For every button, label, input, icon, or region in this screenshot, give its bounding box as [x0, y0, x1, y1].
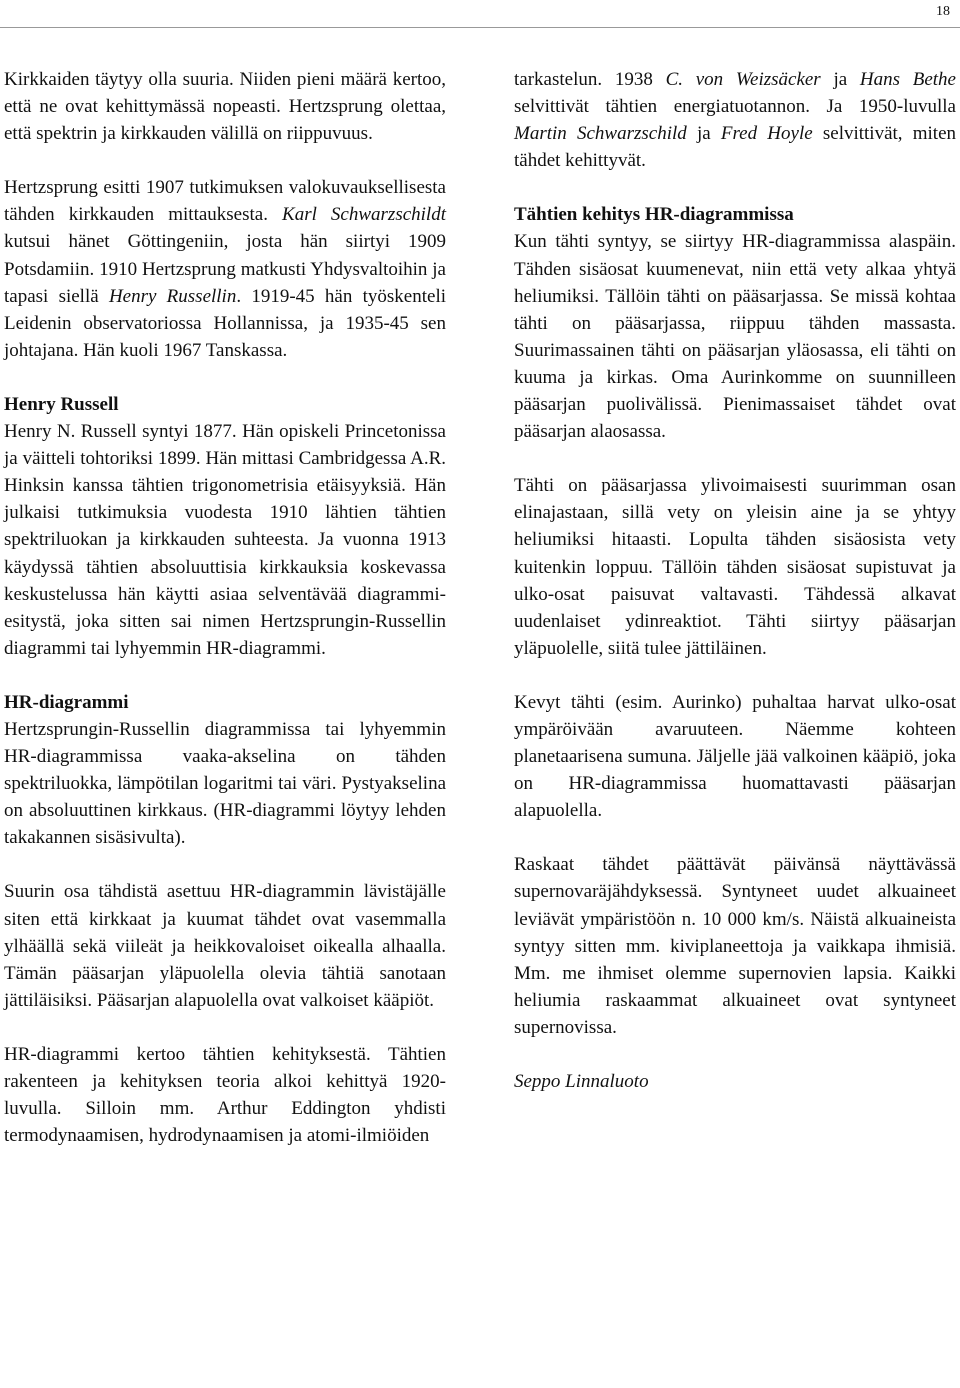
- paragraph: Henry N. Russell syntyi 1877. Hän opiskeli Princetonissa ja väitteli tohtoriksi 1899. Hän mittasi Cambridgessa A.R. Hinksin kanssa tähtien trigonometrisia etäisyyksiä. Hän julkaisi tutkimuksia vuodesta 1910 lähtien tähtien spektriluokan ja kirkkauden suhteesta. Ja vuonna 1913 käydyssä tähtien absoluuttisia kirkkauksia koskevassa keskustelussa hän käytti asiaa selventävää diagrammi-esitystä, joka sitten sai nimen Hertzsprungin-Russellin diagrammi tai lyhyemmin HR-diagrammi.: [4, 421, 446, 659]
- paragraph: Hertzsprungin-Russellin diagrammissa tai lyhyemmin HR-diagrammissa vaaka-akselina on tähden spektriluokka, lämpötilan logaritmi tai väri. Pystyakselina on absoluuttinen kirkkaus. (HR-diagrammi löytyy lehden takakannen sisäsivulta).: [4, 718, 446, 849]
- person-name: C. von Weizsäcker: [665, 69, 821, 90]
- paragraph: HR-diagrammi kertoo tähtien kehityksestä. Tähtien rakenteen ja kehityksen teoria alkoi kehittyä 1920-luvulla. Silloin mm. Arthur Eddington yhdisti termodynaamisen, hydrodynaamisen ja atomi-ilmiöiden: [4, 1043, 446, 1147]
- paragraph: [514, 66, 956, 174]
- person-name: Martin Schwarzschild: [514, 123, 687, 145]
- paragraph: Suurin osa tähdistä asettuu HR-diagrammin lävistäjälle siten että kirkkaat ja kuumat tähdet ovat vasemmalla ylhäällä sekä viileät ja heikkovaloiset oikealla alhaalla. Tämän pääsarjan yläpuolella olevia tähtiä sanotaan jättiläisiksi. Pääsarjan alapuolella ovat valkoiset kääpiöt.: [4, 881, 446, 1011]
- section-heading: Tähtien kehitys HR-diagrammissa: [514, 204, 794, 226]
- header-rule: [0, 27, 960, 28]
- paragraph: [4, 174, 446, 364]
- paragraph-text: Hertzsprung esitti 1907 tutkimuksen valokuvauksellisesta tähden kirkkauden mittauksesta.: [4, 177, 446, 226]
- person-name: Fred Hoyle: [720, 123, 813, 145]
- person-name: Henry Russellin: [108, 285, 237, 307]
- paragraph-text: selvittivät, miten tähdet kehittyvät.: [514, 123, 957, 172]
- paragraph-text: tarkastelun. 1938: [514, 69, 666, 90]
- left-column: [4, 66, 446, 1149]
- paragraph-text: ja: [820, 69, 860, 90]
- paragraph: Tähti on pääsarjassa ylivoimaisesti suurimman osan elinajastaan, sillä vety on yleisin aine ja se yhtyy heliumiksi hitaasti. Lopulta tähden sisäosista vety kuitenkin loppuu. Tällöin tähden sisäosat supistuvat ja ulko-osat paisuvat valtavasti. Tähdessä alkavat uudenlaiset ydinreaktiot. Tähti siirtyy pääsarjan yläpuolelle, siitä tulee jättiläinen.: [514, 475, 956, 659]
- page-number: 18: [936, 4, 950, 19]
- paragraph: Kun tähti syntyy, se siirtyy HR-diagrammissa alaspäin. Tähden sisäosat kuumenevat, niin että vety alkaa yhtyä heliumiksi. Tällöin tähti on pääsarjassa. Se missä kohtaa tähti on pääsarjassa, riippuu tähden massasta. Suurimassainen tähti on pääsarjan yläosassa, eli tähti on kuuma ja kirkas. Oma Aurinkomme on suunnilleen pääsarjan puolivälissä. Pienimassaiset tähdet ovat pääsarjan alaosassa.: [514, 231, 956, 443]
- paragraph: Raskaat tähdet päättävät päivänsä näyttävässä supernovaräjähdyksessä. Syntyneet uudet alkuaineet leviävät ympäristöön n. 10 000 km/s. Näistä alkuaineista syntyy sitten mm. kiviplaneettoja ja vaikkapa ihmisiä. Mm. me ihmiset olemme supernovien lapsia. Kaikki heliumia raskaammat alkuaineet ovat syntyneet supernovissa.: [514, 854, 956, 1038]
- person-name: Hans Bethe: [859, 69, 956, 90]
- paragraph: Kirkkaiden täytyy olla suuria. Niiden pieni määrä kertoo, että ne ovat kehittymässä nopeasti. Hertzsprung olettaa, että spektrin ja kirkkauden välillä on riippuvuus.: [4, 69, 446, 145]
- person-name: Karl Schwarzschildt: [282, 204, 446, 226]
- right-column: [514, 66, 956, 1095]
- paragraph-text: selvittivät tähtien energiatuotannon. Ja 1950-luvulla: [514, 96, 956, 118]
- author-signature: Seppo Linnaluoto: [514, 1071, 649, 1092]
- section-heading: HR-diagrammi: [4, 691, 129, 713]
- paragraph-text: ja: [686, 123, 721, 145]
- paragraph: Kevyt tähti (esim. Aurinko) puhaltaa harvat ulko-osat ympäröivään avaruuteen. Näemme kohteen planetaarisena sumuna. Jäljelle jää valkoinen kääpiö, joka on HR-diagrammissa huomattavasti pääsarjan alapuolella.: [514, 691, 956, 822]
- paragraph-text: kutsui hänet Göttingeniin, josta hän siirtyi 1909 Potsdamiin. 1910 Hertzsprung matkusti Yhdysvaltoihin ja tapasi siellä: [4, 231, 446, 307]
- section-heading: Henry Russell: [4, 393, 119, 415]
- paragraph-text: . 1919-45 hän työskenteli Leidenin observatoriossa Hollannissa, ja 1935-45 sen johtajana. Hän kuoli 1967 Tanskassa.: [4, 285, 446, 361]
